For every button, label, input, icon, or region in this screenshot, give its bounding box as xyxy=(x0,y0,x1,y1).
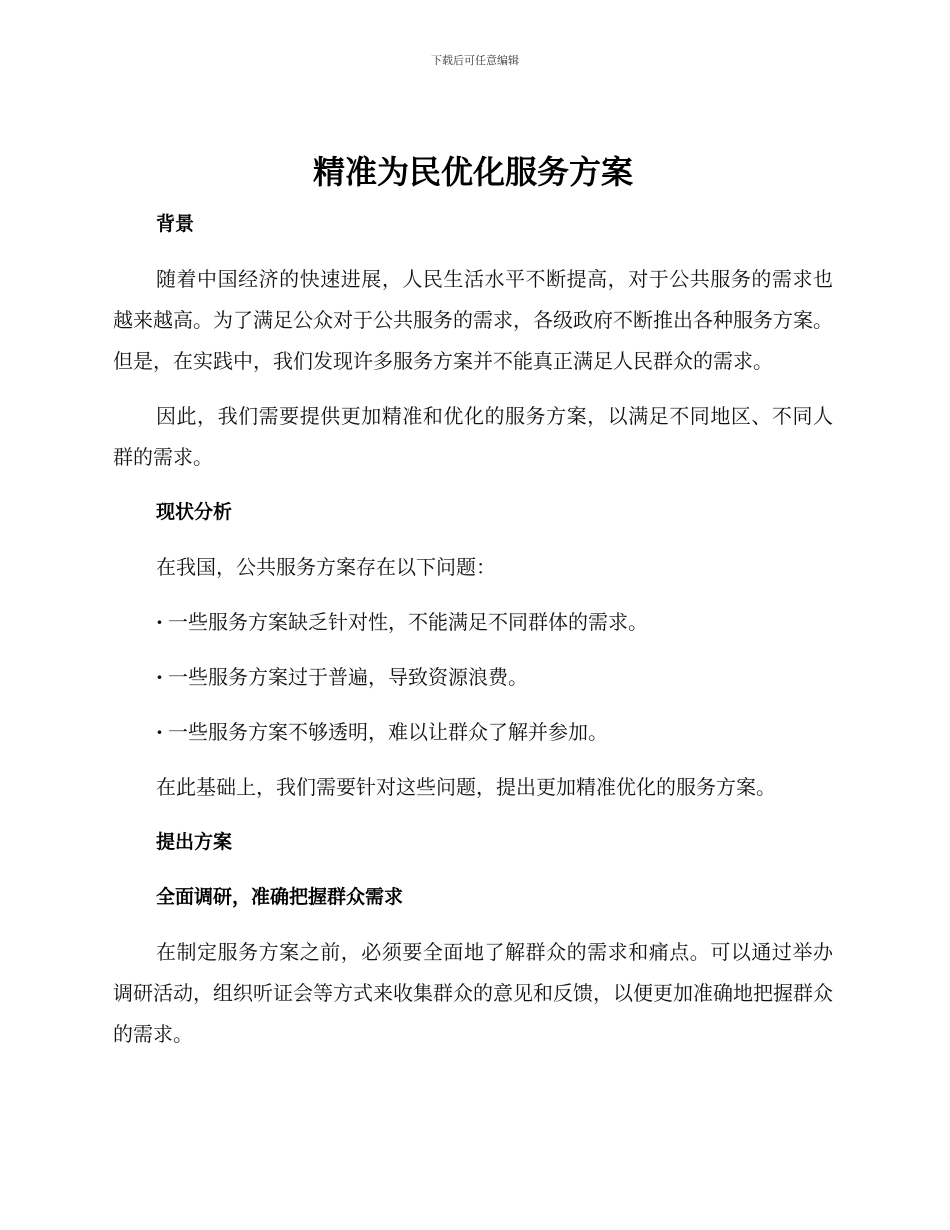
section-heading-background: 背景 xyxy=(156,213,195,235)
subsection-heading: 全面调研，准确把握群众需求 xyxy=(156,886,404,908)
paragraph: 在制定服务方案之前，必须要全面地了解群众的需求和痛点。可以通过举办调研活动，组织听证会等方式来收集群众的意见和反馈，以便更加准确地把握群众的需求。 xyxy=(113,940,833,1046)
document-title: 精准为民优化服务方案 xyxy=(312,153,633,191)
bullet-dot-icon: · xyxy=(156,720,163,744)
bullet-text: 一些服务方案缺乏针对性，不能满足不同群体的需求。 xyxy=(168,610,648,634)
page-header-note: 下载后可任意编辑 xyxy=(431,54,519,67)
paragraph: 随着中国经济的快速进展，人民生活水平不断提高，对于公共服务的需求也越来越高。为了满足公众对于公共服务的需求，各级政府不断推出各种服务方案。但是，在实践中，我们发现许多服务方案并不能真正满足人民群众的需求。 xyxy=(113,267,833,373)
bullet-item xyxy=(113,712,833,753)
bullet-item xyxy=(113,602,833,643)
bullet-dot-icon: · xyxy=(156,665,163,689)
document-body xyxy=(113,150,833,1069)
bullet-text: 一些服务方案不够透明，难以让群众了解并参加。 xyxy=(168,720,608,744)
section-heading-analysis: 现状分析 xyxy=(156,501,233,523)
paragraph: 在我国，公共服务方案存在以下问题： xyxy=(156,555,496,579)
bullet-item xyxy=(113,657,833,698)
section-heading-proposal: 提出方案 xyxy=(156,831,233,853)
paragraph: 在此基础上，我们需要针对这些问题，提出更加精准优化的服务方案。 xyxy=(156,775,776,799)
paragraph: 因此，我们需要提供更加精准和优化的服务方案，以满足不同地区、不同人群的需求。 xyxy=(113,404,833,469)
bullet-dot-icon: · xyxy=(156,610,163,634)
bullet-text: 一些服务方案过于普遍，导致资源浪费。 xyxy=(168,665,528,689)
